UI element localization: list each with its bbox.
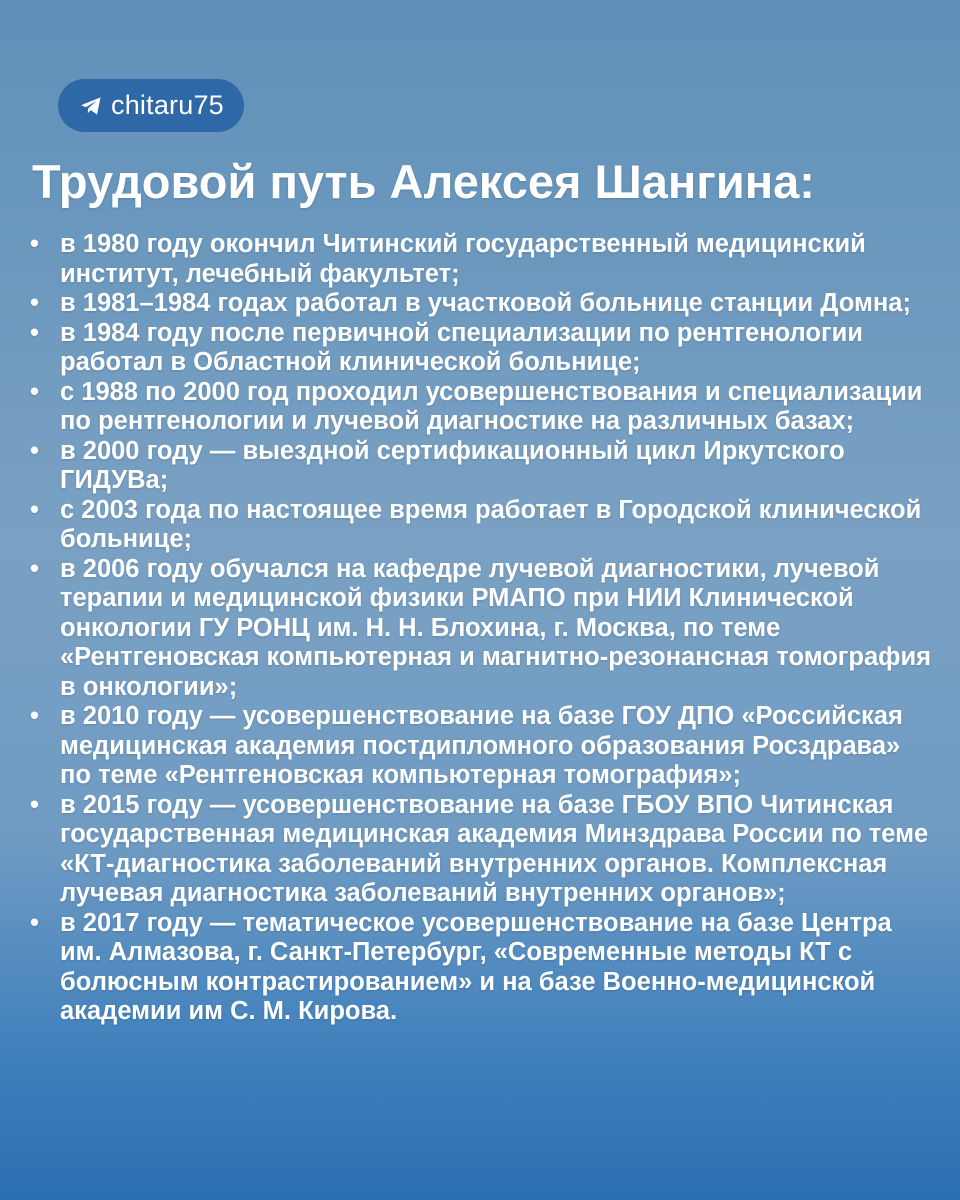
list-item-text: с 1988 по 2000 год проходил усовершенствования и специализации по рентгенологии и лучевой диагностике на различных базах; — [60, 377, 923, 435]
list-item-text: в 1984 году после первичной специализации по рентгенологии работал в Областной клинической больнице; — [60, 318, 863, 376]
bullet: • — [30, 436, 39, 465]
bullet: • — [30, 289, 39, 317]
list-item-text: в 2015 году — усовершенствование на базе ГБОУ ВПО Читинская государственная медицинская академия Минздрава России по теме «КТ-диагностика заболеваний внутренних органов. Комплексная лучевая диагностика заболеваний внутренних органов»; — [60, 790, 929, 907]
list-item — [26, 555, 936, 703]
list-item — [26, 230, 936, 289]
list-item — [26, 378, 936, 437]
list-item-text: в 1981–1984 годах работал в участковой больнице станции Домна; — [60, 289, 911, 317]
list-item — [26, 496, 936, 555]
list-item-text: с 2003 года по настоящее время работает в Городской клинической больнице; — [60, 495, 922, 553]
list-item — [26, 289, 936, 319]
list-item — [26, 319, 936, 378]
list-item-text: в 2006 году обучался на кафедре лучевой диагностики, лучевой терапии и медицинской физики РМАПО при НИИ Клинической онкологии ГУ РОНЦ им. Н. Н. Блохина, г. Москва, по теме «Рентгеновская компьютерная и магнитно-резонансная томография в онкологии»; — [60, 554, 932, 701]
career-list — [26, 230, 936, 1027]
list-item — [26, 702, 936, 791]
list-item-text: в 2017 году — тематическое усовершенствование на базе Центра им. Алмазова, г. Санкт-Петербург, «Современные методы КТ с болюсным контрастированием» и на базе Военно-медицинской академии им С. М. Кирова. — [60, 908, 892, 1025]
channel-name: chitaru75 — [111, 90, 224, 120]
bullet: • — [30, 230, 39, 258]
list-item — [26, 909, 936, 1027]
list-item — [26, 791, 936, 909]
bullet: • — [30, 908, 39, 937]
list-item-text: в 2010 году — усовершенствование на базе ГОУ ДПО «Российская медицинская академия постдипломного образования Росздрава» по теме «Рентгеновская компьютерная томография»; — [60, 702, 903, 789]
page-title: Трудовой путь Алексея Шангина: — [32, 155, 815, 208]
bullet: • — [30, 702, 39, 730]
bullet: • — [30, 554, 39, 583]
list-item-text: в 2000 году — выездной сертификационный цикл Иркутского ГИДУВа; — [60, 436, 845, 494]
bullet: • — [30, 495, 39, 524]
bullet: • — [30, 318, 39, 347]
bullet: • — [30, 790, 39, 819]
list-item-text: в 1980 году окончил Читинский государственный медицинский институт, лечебный факультет; — [60, 230, 866, 288]
bullet: • — [30, 377, 39, 406]
channel-badge[interactable] — [58, 79, 244, 132]
telegram-icon — [80, 96, 102, 116]
list-item — [26, 437, 936, 496]
